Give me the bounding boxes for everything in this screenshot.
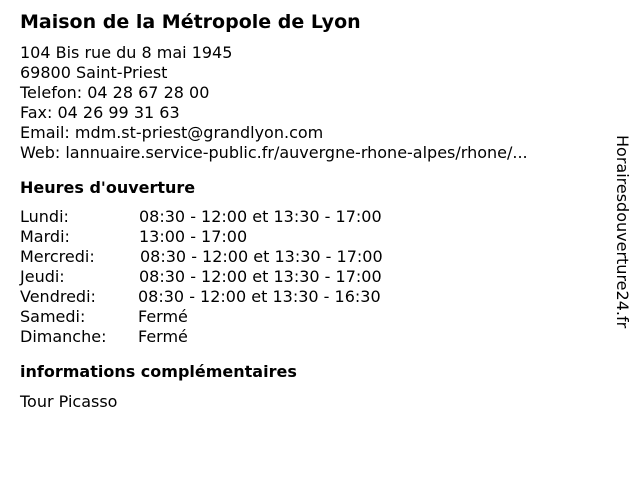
contact-block [20,43,610,163]
additional-info-heading: informations complémentaires [20,362,297,381]
day-hours: 08:30 - 12:00 et 13:30 - 17:00 [140,247,383,266]
day-hours: 08:30 - 12:00 et 13:30 - 17:00 [139,207,382,226]
additional-info-text: Tour Picasso [20,392,118,411]
place-title: Maison de la Métropole de Lyon [20,11,361,33]
day-label: Mardi: [20,227,70,246]
email-address: Email: mdm.st-priest@grandlyon.com [20,123,324,142]
day-label: Lundi: [20,207,69,226]
fax-number: Fax: 04 26 99 31 63 [20,103,180,122]
day-hours: 08:30 - 12:00 et 13:30 - 17:00 [139,267,382,286]
watermark: Horairesdouverture24.fr [613,135,632,329]
hours-row-samedi [20,307,610,327]
hours-row-mardi [20,227,610,247]
website-link[interactable]: Web: lannuaire.service-public.fr/auvergne-rhone-alpes/rhone/... [20,143,528,162]
day-hours: 13:00 - 17:00 [139,227,248,246]
address-city: 69800 Saint-Priest [20,63,168,82]
hours-row-dimanche [20,327,610,347]
opening-hours-table [20,207,610,347]
address-street: 104 Bis rue du 8 mai 1945 [20,43,233,62]
phone-number: Telefon: 04 28 67 28 00 [20,83,210,102]
hours-row-vendredi [20,287,610,307]
day-hours: Fermé [138,307,188,326]
hours-row-jeudi [20,267,610,287]
opening-hours-heading: Heures d'ouverture [20,178,196,197]
day-label: Samedi: [20,307,86,326]
day-label: Dimanche: [20,327,107,346]
day-hours: 08:30 - 12:00 et 13:30 - 16:30 [138,287,381,306]
day-label: Vendredi: [20,287,96,306]
day-label: Jeudi: [20,267,65,286]
hours-row-mercredi [20,247,610,267]
day-label: Mercredi: [20,247,95,266]
day-hours: Fermé [138,327,188,346]
place-details [20,10,610,412]
hours-row-lundi [20,207,610,227]
